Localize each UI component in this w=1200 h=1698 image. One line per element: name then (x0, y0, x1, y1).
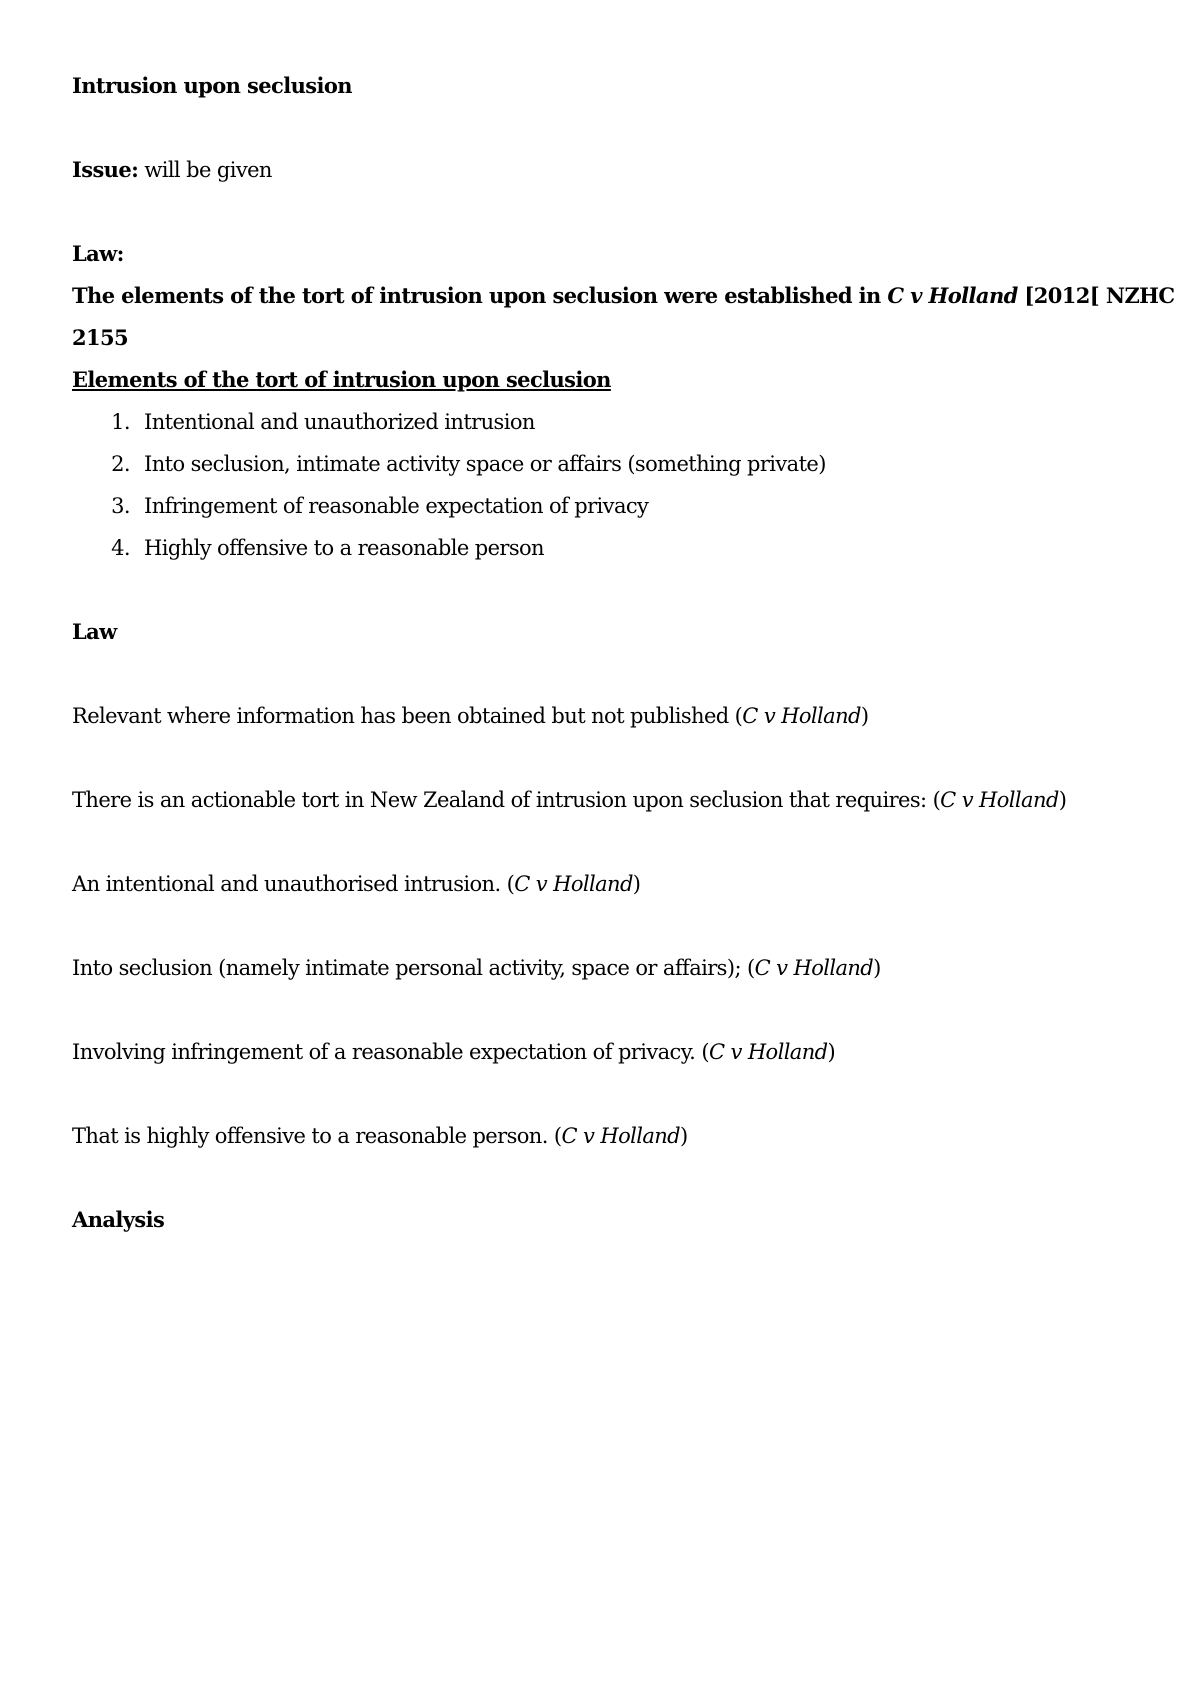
law-paragraph-end: ) (1058, 788, 1067, 812)
law-paragraph-case: C v Holland (754, 956, 874, 980)
issue-value: will be given (138, 158, 272, 182)
list-item-number: 4. (111, 536, 130, 560)
law-paragraph-text: Relevant where information has been obtained but not published ( (72, 704, 743, 728)
law-paragraph-text: There is an actionable tort in New Zealand of intrusion upon seclusion that requires: ( (72, 788, 941, 812)
law-heading-2: Law (72, 619, 117, 644)
law-paragraph-end: ) (827, 1040, 836, 1064)
law-paragraph (72, 786, 1066, 814)
elements-statement-case: C v Holland (887, 283, 1018, 308)
list-item-number: 3. (111, 494, 130, 518)
law-paragraph-text: That is highly offensive to a reasonable person. ( (72, 1124, 562, 1148)
elements-statement-text: The elements of the tort of intrusion upon seclusion were established in (72, 283, 888, 308)
law-paragraph-case: C v Holland (514, 872, 633, 896)
list-item-text: Infringement of reasonable expectation of privacy (144, 494, 649, 518)
document-title: Intrusion upon seclusion (72, 73, 352, 98)
elements-statement-line1 (72, 282, 1175, 310)
list-item-number: 1. (111, 410, 130, 434)
law-paragraph-end: ) (860, 704, 869, 728)
law-paragraph-text: An intentional and unauthorised intrusion. ( (72, 872, 515, 896)
law-paragraph-case: C v Holland (561, 1124, 681, 1148)
issue-line (72, 156, 272, 184)
list-item-number: 2. (111, 452, 130, 476)
law-paragraph (72, 954, 881, 982)
list-item-text: Highly offensive to a reasonable person (144, 536, 544, 560)
analysis-heading: Analysis (72, 1207, 165, 1232)
law-paragraph-end: ) (632, 872, 641, 896)
elements-heading: Elements of the tort of intrusion upon seclusion (72, 367, 611, 392)
law-paragraph-case: C v Holland (708, 1040, 828, 1064)
law-paragraph (72, 1122, 688, 1150)
law-paragraph (72, 702, 868, 730)
law-paragraph-text: Into seclusion (namely intimate personal activity, space or affairs); ( (72, 956, 755, 980)
law-paragraph (72, 1038, 835, 1066)
law-paragraph-end: ) (680, 1124, 688, 1148)
list-item-text: Intentional and unauthorized intrusion (144, 410, 535, 434)
law-heading: Law: (72, 241, 124, 266)
law-paragraph-case: C v Holland (742, 704, 861, 728)
elements-statement-line2: 2155 (72, 325, 129, 350)
issue-label: Issue: (72, 157, 139, 182)
law-paragraph-end: ) (873, 956, 881, 980)
list-item-text: Into seclusion, intimate activity space or affairs (something private) (144, 452, 826, 476)
elements-statement-citation: [2012[ NZHC (1017, 283, 1175, 308)
law-paragraph-case: C v Holland (940, 788, 1059, 812)
law-paragraph-text: Involving infringement of a reasonable expectation of privacy. ( (72, 1040, 709, 1064)
law-paragraph (72, 870, 640, 898)
